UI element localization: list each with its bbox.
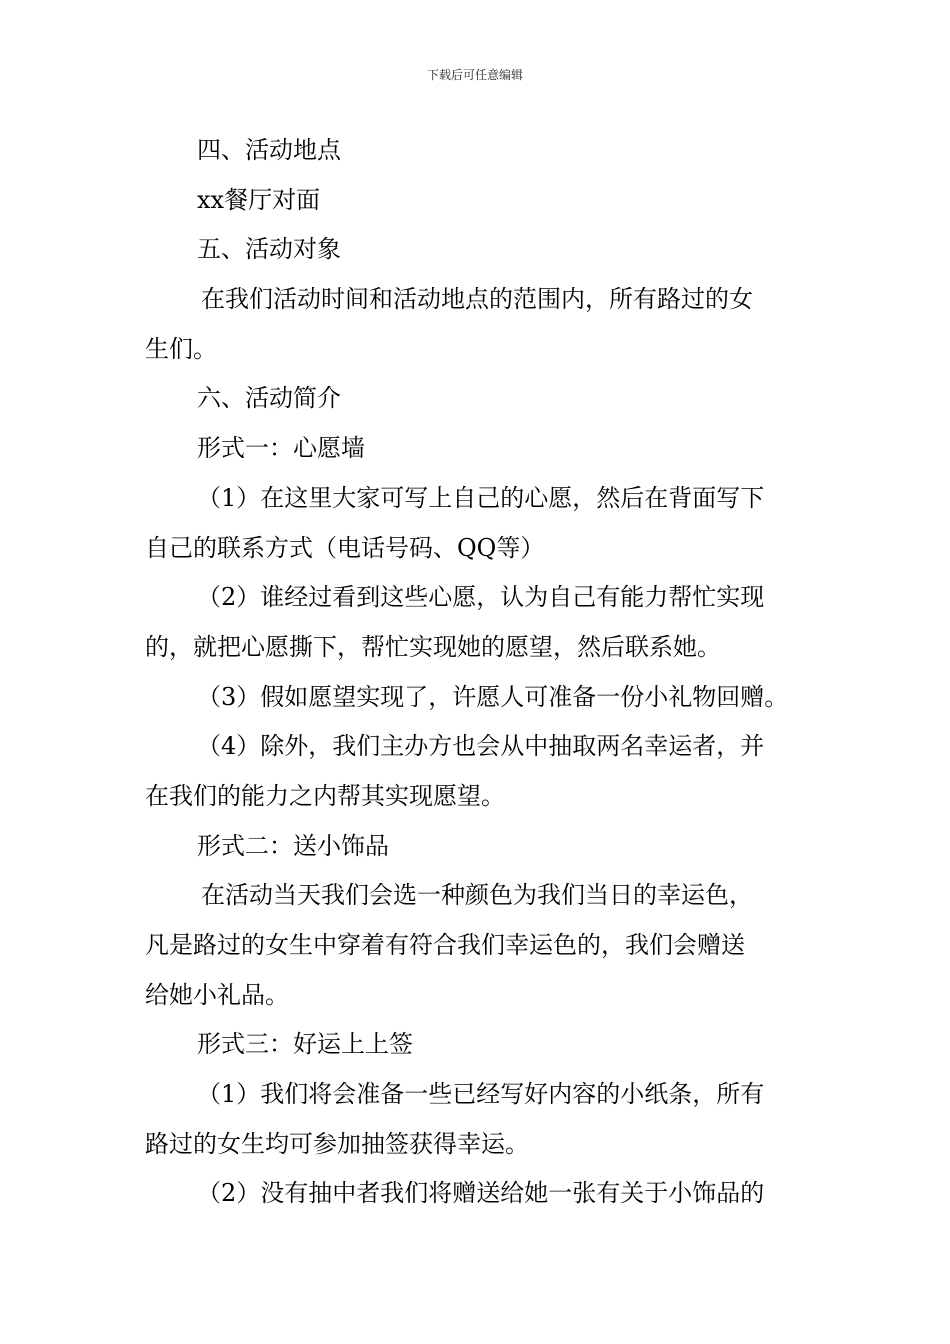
paragraph-line: 路过的女生均可参加抽签获得幸运。 [145,1129,529,1158]
paragraph-line: 凡是路过的女生中穿着有符合我们幸运色的，我们会赠送 [145,931,745,959]
paragraph-line: （1）我们将会准备一些已经写好内容的小纸条，所有 [197,1080,765,1109]
paragraph-line: （2）没有抽中者我们将赠送给她一张有关于小饰品的 [197,1179,765,1208]
paragraph-line: 给她小礼品。 [145,980,289,1009]
paragraph-line: 的，就把心愿撕下，帮忙实现她的愿望，然后联系她。 [145,632,721,661]
paragraph-line: 生们。 [145,334,217,363]
paragraph-line: 在我们的能力之内帮其实现愿望。 [145,781,505,810]
page-header: 下载后可任意编辑 [426,68,523,82]
paragraph-line: （3）假如愿望实现了，许愿人可准备一份小礼物回赠。 [197,682,789,711]
section-heading-location: 四、活动地点 [197,136,341,164]
paragraph-line: 在活动当天我们会选一种颜色为我们当日的幸运色， [201,881,753,910]
document-body [145,126,807,1219]
section-heading-target: 五、活动对象 [197,235,341,264]
section-heading-intro: 六、活动简介 [197,384,341,413]
paragraph-line: 在我们活动时间和活动地点的范围内，所有路过的女 [201,285,753,314]
subheading-form-one: 形式一：心愿墙 [197,434,365,463]
paragraph-line: xx餐厅对面 [197,185,321,214]
paragraph-line: （2）谁经过看到这些心愿，认为自己有能力帮忙实现 [197,583,765,612]
paragraph-line: 自己的联系方式（电话号码、QQ等） [145,533,545,562]
subheading-form-two: 形式二：送小饰品 [197,831,389,860]
subheading-form-three: 形式三：好运上上签 [197,1030,413,1059]
paragraph-line: （4）除外，我们主办方也会从中抽取两名幸运者，并 [197,732,765,761]
paragraph-line: （1）在这里大家可写上自己的心愿，然后在背面写下 [197,483,765,512]
